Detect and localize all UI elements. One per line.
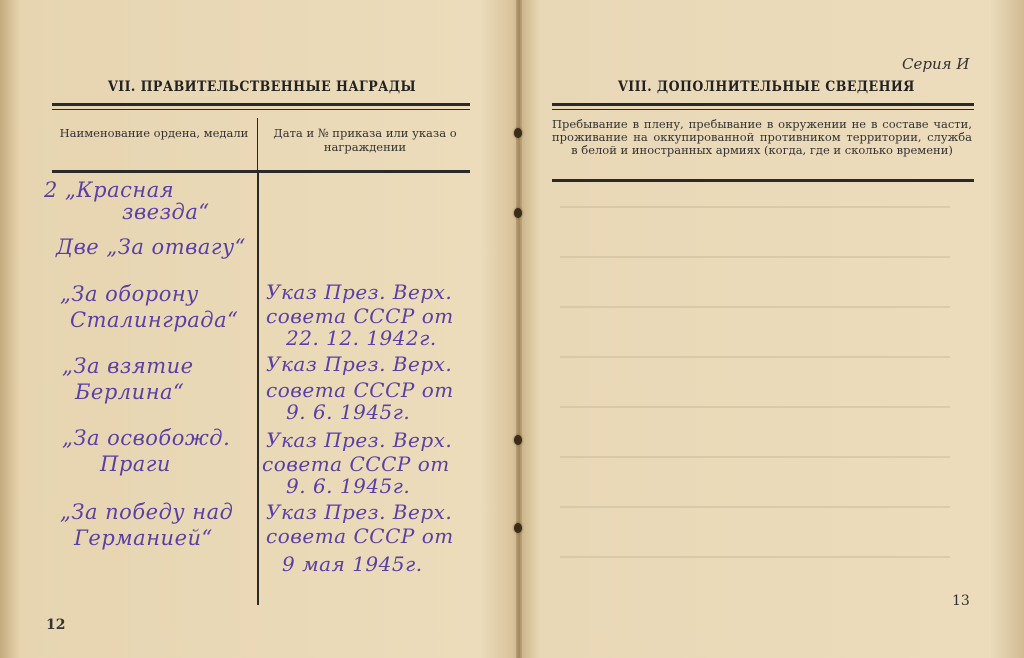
header-rule-thin — [52, 109, 470, 110]
bleed-through-line — [560, 356, 950, 358]
staple — [514, 435, 522, 445]
decree-line: совета СССР от — [266, 378, 454, 402]
header-rule — [552, 103, 974, 106]
column-divider-top — [257, 118, 258, 172]
bleed-through-line — [560, 306, 950, 308]
award-name-line: Берлина“ — [75, 380, 185, 404]
decree-line: совета СССР от — [262, 452, 450, 476]
header-rule-thin — [552, 109, 974, 110]
table-header-rule — [52, 170, 470, 173]
section-title-awards: VII. ПРАВИТЕЛЬСТВЕННЫЕ НАГРАДЫ — [108, 79, 417, 95]
additional-info-note: Пребывание в плену, пребывание в окружении не в составе части, проживание на оккупированной противником территории, служба в белой и иностранных армиях (когда, где и сколько времени) — [552, 117, 972, 157]
award-name-line: Сталинграда“ — [70, 308, 239, 332]
staple — [514, 523, 522, 533]
decree-line: 9 мая 1945г. — [282, 552, 423, 576]
decree-line: Указ През. Верх. — [266, 280, 453, 304]
award-name-line: Праги — [100, 452, 171, 476]
decree-line: 22. 12. 1942г. — [286, 326, 437, 350]
award-name-line: Две „За отвагу“ — [56, 235, 246, 259]
decree-line: 9. 6. 1945г. — [286, 400, 411, 424]
bleed-through-line — [560, 406, 950, 408]
award-name-line: „За победу над — [60, 500, 234, 524]
page-number-left: 12 — [46, 617, 66, 633]
bleed-through-line — [560, 256, 950, 258]
decree-line: 9. 6. 1945г. — [286, 474, 411, 498]
award-name-line: 2 „Красная — [44, 178, 175, 202]
book-gutter — [516, 0, 522, 658]
bleed-through-line — [560, 206, 950, 208]
staple — [514, 208, 522, 218]
bleed-through-line — [560, 556, 950, 558]
decree-line: совета СССР от — [266, 304, 454, 328]
bleed-through-line — [560, 456, 950, 458]
award-name-line: „За освобожд. — [62, 426, 231, 450]
decree-line: Указ През. Верх. — [266, 352, 453, 376]
page-number-right: 13 — [952, 593, 970, 609]
decree-line: Указ През. Верх. — [266, 500, 453, 524]
section-title-additional: VIII. ДОПОЛНИТЕЛЬНЫЕ СВЕДЕНИЯ — [618, 79, 915, 95]
column-header-award-name: Наименование ордена, медали — [59, 126, 249, 140]
decree-line: совета СССР от — [266, 524, 454, 548]
bleed-through-line — [560, 506, 950, 508]
decree-line: Указ През. Верх. — [266, 428, 453, 452]
staple — [514, 128, 522, 138]
award-name-line: „За оборону — [60, 282, 199, 306]
series-label: Серия И — [902, 55, 970, 73]
award-name-line: звезда“ — [122, 200, 210, 224]
award-name-line: „За взятие — [62, 354, 194, 378]
header-rule — [52, 103, 470, 106]
column-header-decree: Дата и № приказа или указа о награждении — [273, 126, 457, 154]
column-divider — [257, 173, 259, 605]
award-name-line: Германией“ — [74, 526, 213, 550]
note-rule — [552, 179, 974, 182]
